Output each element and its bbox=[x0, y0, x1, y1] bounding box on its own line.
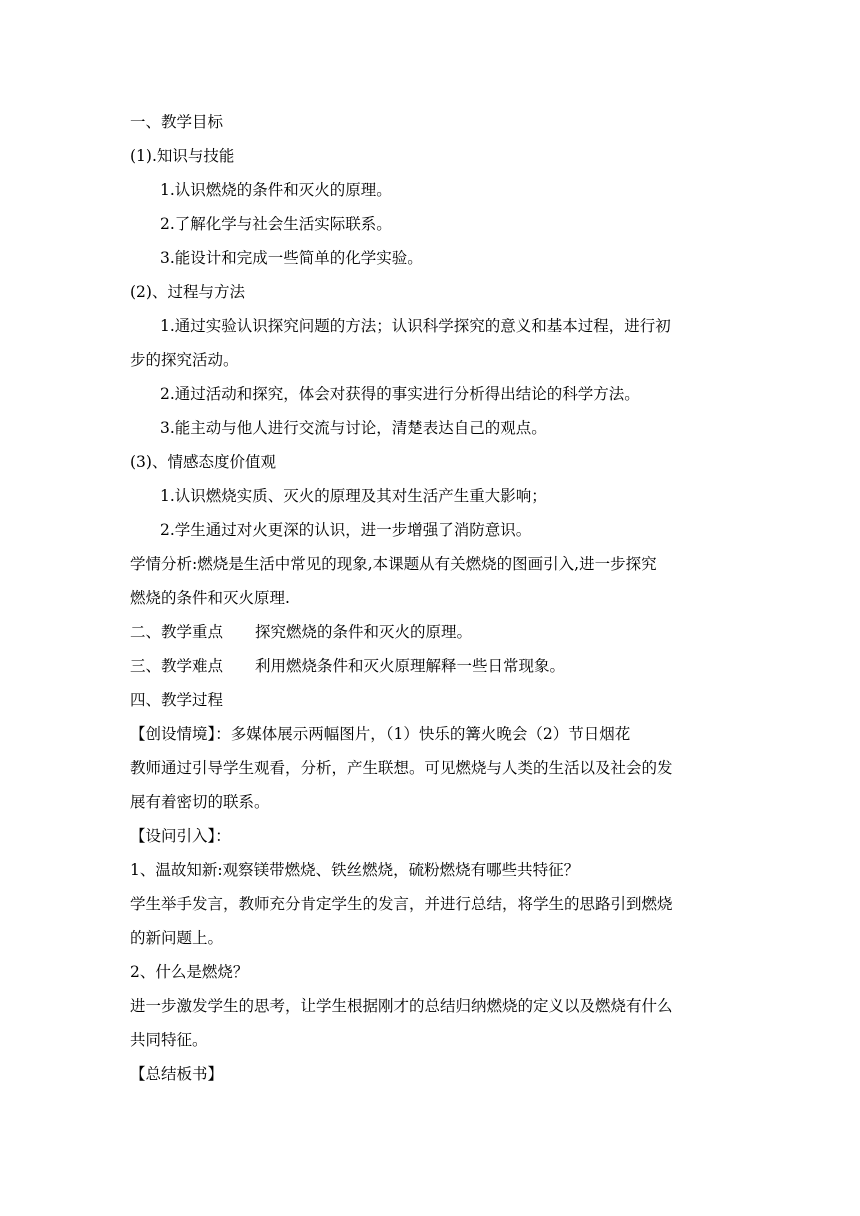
paragraph-line: 展有着密切的联系。 bbox=[130, 793, 270, 811]
paragraph-line: 【设问引入】： bbox=[130, 827, 231, 845]
heading-label: 三、教学难点 bbox=[130, 657, 224, 675]
section-heading-process: 四、教学过程 bbox=[130, 691, 224, 709]
paragraph-line: 1.认识燃烧实质、灭火的原理及其对生活产生重大影响； bbox=[160, 487, 547, 505]
paragraph-line: 1、温故知新:观察镁带燃烧、铁丝燃烧，硫粉燃烧有哪些共特征？ bbox=[130, 861, 580, 879]
subheading-process-methods: (2)、过程与方法 bbox=[130, 283, 245, 301]
paragraph-line: 进一步激发学生的思考，让学生根据刚才的总结归纳燃烧的定义以及燃烧有什么 bbox=[130, 997, 673, 1015]
heading-content: 利用燃烧条件和灭火原理解释一些日常现象。 bbox=[255, 657, 566, 675]
paragraph-line: 教师通过引导学生观看，分析，产生联想。可见燃烧与人类的生活以及社会的发 bbox=[130, 759, 673, 777]
paragraph-line: 1.通过实验认识探究问题的方法；认识科学探究的意义和基本过程，进行初 bbox=[160, 317, 671, 335]
paragraph-line: 【创设情境】：多媒体展示两幅图片，（1）快乐的篝火晚会（2）节日烟花 bbox=[130, 725, 631, 743]
paragraph-line: 2.通过活动和探究，体会对获得的事实进行分析得出结论的科学方法。 bbox=[160, 385, 640, 403]
paragraph-line: 3.能主动与他人进行交流与讨论，清楚表达自己的观点。 bbox=[160, 419, 547, 437]
subheading-knowledge-skills: (1).知识与技能 bbox=[130, 147, 235, 165]
heading-content: 探究燃烧的条件和灭火的原理。 bbox=[255, 623, 473, 641]
section-heading-difficulties bbox=[130, 656, 740, 676]
subheading-attitudes-values: (3)、情感态度价值观 bbox=[130, 453, 276, 471]
paragraph-line: 学情分析:燃烧是生活中常见的现象,本课题从有关燃烧的图画引入,进一步探究 bbox=[130, 555, 657, 573]
section-heading-objectives: 一、教学目标 bbox=[130, 113, 224, 131]
paragraph-line: 的新问题上。 bbox=[130, 929, 224, 947]
section-heading-key-points bbox=[130, 622, 740, 642]
heading-label: 二、教学重点 bbox=[130, 623, 224, 641]
paragraph-line: 3.能设计和完成一些简单的化学实验。 bbox=[160, 249, 423, 267]
paragraph-line: 【总结板书】 bbox=[130, 1065, 224, 1083]
paragraph-line: 步的探究活动。 bbox=[130, 351, 239, 369]
paragraph-line: 学生举手发言，教师充分肯定学生的发言，并进行总结，将学生的思路引到燃烧 bbox=[130, 895, 673, 913]
paragraph-line: 2.学生通过对火更深的认识，进一步增强了消防意识。 bbox=[160, 521, 532, 539]
paragraph-line: 1.认识燃烧的条件和灭火的原理。 bbox=[160, 181, 392, 199]
paragraph-line: 燃烧的条件和灭火原理. bbox=[130, 589, 290, 607]
paragraph-line: 2.了解化学与社会生活实际联系。 bbox=[160, 215, 392, 233]
paragraph-line: 共同特征。 bbox=[130, 1031, 208, 1049]
paragraph-line: 2、什么是燃烧？ bbox=[130, 963, 249, 981]
